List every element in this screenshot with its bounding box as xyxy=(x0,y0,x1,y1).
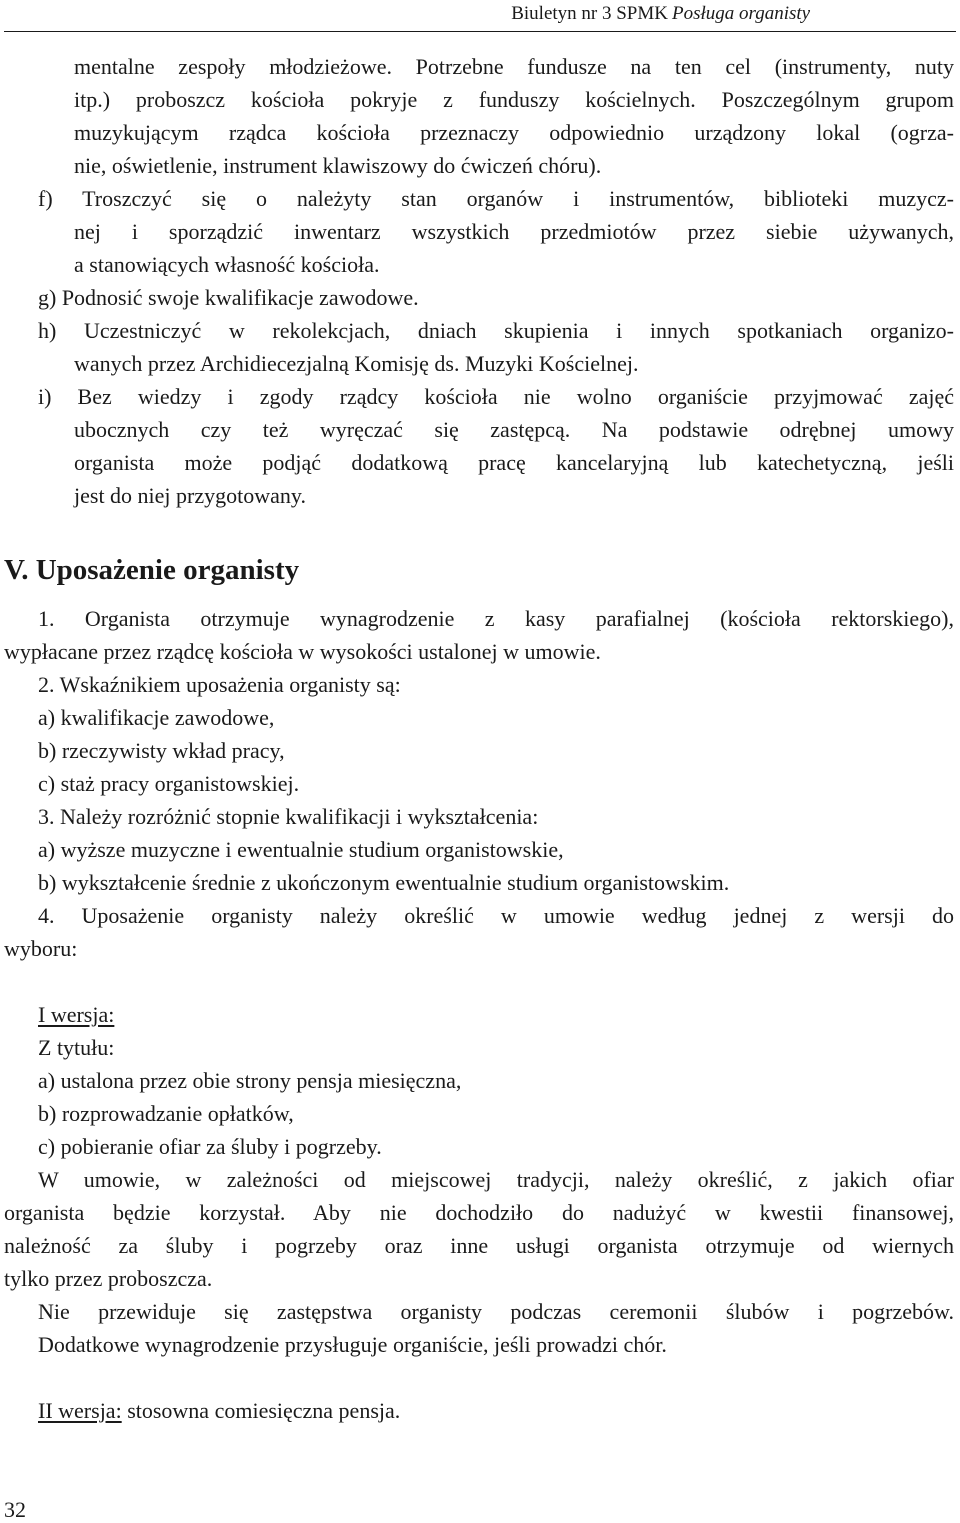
text-line: itp.) proboszcz kościoła pokryje z funduszy kościelnych. Poszczególnym grupom xyxy=(74,87,954,112)
list-item-f: f) Troszczyć się o należyty stan organów i instrumentów, biblioteki muzycz- xyxy=(38,186,954,211)
list-item-g: g) Podnosić swoje kwalifikacje zawodowe. xyxy=(38,285,419,310)
text-line: organista może podjąć dodatkową pracę kancelaryjną lub katechetyczną, jeśli xyxy=(74,450,954,475)
page-number: 32 xyxy=(4,1497,26,1522)
publication-title: Biuletyn nr 3 SPMK xyxy=(511,3,668,24)
text-line: wanych przez Archidiecezjalną Komisję ds. Muzyki Kościelnej. xyxy=(74,351,639,376)
text-line: Nie przewiduje się zastępstwa organisty podczas ceremonii ślubów i pogrzebów. xyxy=(38,1299,954,1324)
version-two-label: II wersja: xyxy=(38,1398,122,1423)
text-line: mentalne zespoły młodzieżowe. Potrzebne fundusze na ten cel (instrumenty, nuty xyxy=(74,54,954,79)
list-item: a) wyższe muzyczne i ewentualnie studium organistowskie, xyxy=(38,837,564,862)
version-two-line xyxy=(38,1396,400,1426)
list-item: b) wykształcenie średnie z ukończonym ewentualnie studium organistowskim. xyxy=(38,870,730,895)
text-line: Dodatkowe wynagrodzenie przysługuje organiście, jeśli prowadzi chór. xyxy=(38,1332,667,1357)
text-line: wypłacane przez rządcę kościoła w wysokości ustalonej w umowie. xyxy=(4,639,601,664)
text-line: a stanowiących własność kościoła. xyxy=(74,252,380,277)
text-line: nie, oświetlenie, instrument klawiszowy do ćwiczeń chóru). xyxy=(74,153,602,178)
list-item: a) kwalifikacje zawodowe, xyxy=(38,705,275,730)
text-line: organista będzie korzystał. Aby nie dochodziło do nadużyć w kwestii finansowej, xyxy=(4,1200,954,1225)
list-item: c) staż pracy organistowskiej. xyxy=(38,771,300,796)
text-line: jest do niej przygotowany. xyxy=(74,483,306,508)
section-heading: V. Uposażenie organisty xyxy=(4,554,300,586)
list-item-i: i) Bez wiedzy i zgody rządcy kościoła nie wolno organiście przyjmować zajęć xyxy=(38,384,954,409)
section-title: Posługa organisty xyxy=(672,3,811,24)
list-item: c) pobieranie ofiar za śluby i pogrzeby. xyxy=(38,1134,382,1159)
text-line: należność za śluby i pogrzeby oraz inne usługi organista otrzymuje od wiernych xyxy=(4,1233,954,1258)
list-item: b) rzeczywisty wkład pracy, xyxy=(38,738,285,763)
list-item-h: h) Uczestniczyć w rekolekcjach, dniach skupienia i innych spotkaniach organizo- xyxy=(38,318,954,343)
header-divider xyxy=(4,31,956,32)
text-line: Z tytułu: xyxy=(38,1035,115,1060)
text-line: W umowie, w zależności od miejscowej tradycji, należy określić, z jakich ofiar xyxy=(38,1167,954,1192)
list-item: a) ustalona przez obie strony pensja miesięczna, xyxy=(38,1068,462,1093)
numbered-paragraph-2: 2. Wskaźnikiem uposażenia organisty są: xyxy=(38,672,401,697)
text-line: wyboru: xyxy=(4,936,78,961)
list-item: b) rozprowadzanie opłatków, xyxy=(38,1101,294,1126)
text-line: nej i sporządzić inwentarz wszystkich przedmiotów przez siebie używanych, xyxy=(74,219,954,244)
running-header xyxy=(0,0,960,32)
text-line: muzykującym rządca kościoła przeznaczy odpowiednio urządzony lokal (ogrza- xyxy=(74,120,954,145)
numbered-paragraph-4: 4. Uposażenie organisty należy określić w umowie według jednej z wersji do xyxy=(38,903,954,928)
numbered-paragraph-3: 3. Należy rozróżnić stopnie kwalifikacji i wykształcenia: xyxy=(38,804,539,829)
version-two-text: stosowna comiesięczna pensja. xyxy=(121,1398,401,1423)
text-line: ubocznych czy też wyręczać się zastępcą. Na podstawie odrębnej umowy xyxy=(74,417,954,442)
version-one-label: I wersja: xyxy=(38,1002,115,1027)
numbered-paragraph-1: 1. Organista otrzymuje wynagrodzenie z kasy parafialnej (kościoła rektorskiego), xyxy=(38,606,954,631)
text-line: tylko przez proboszcza. xyxy=(4,1266,213,1291)
